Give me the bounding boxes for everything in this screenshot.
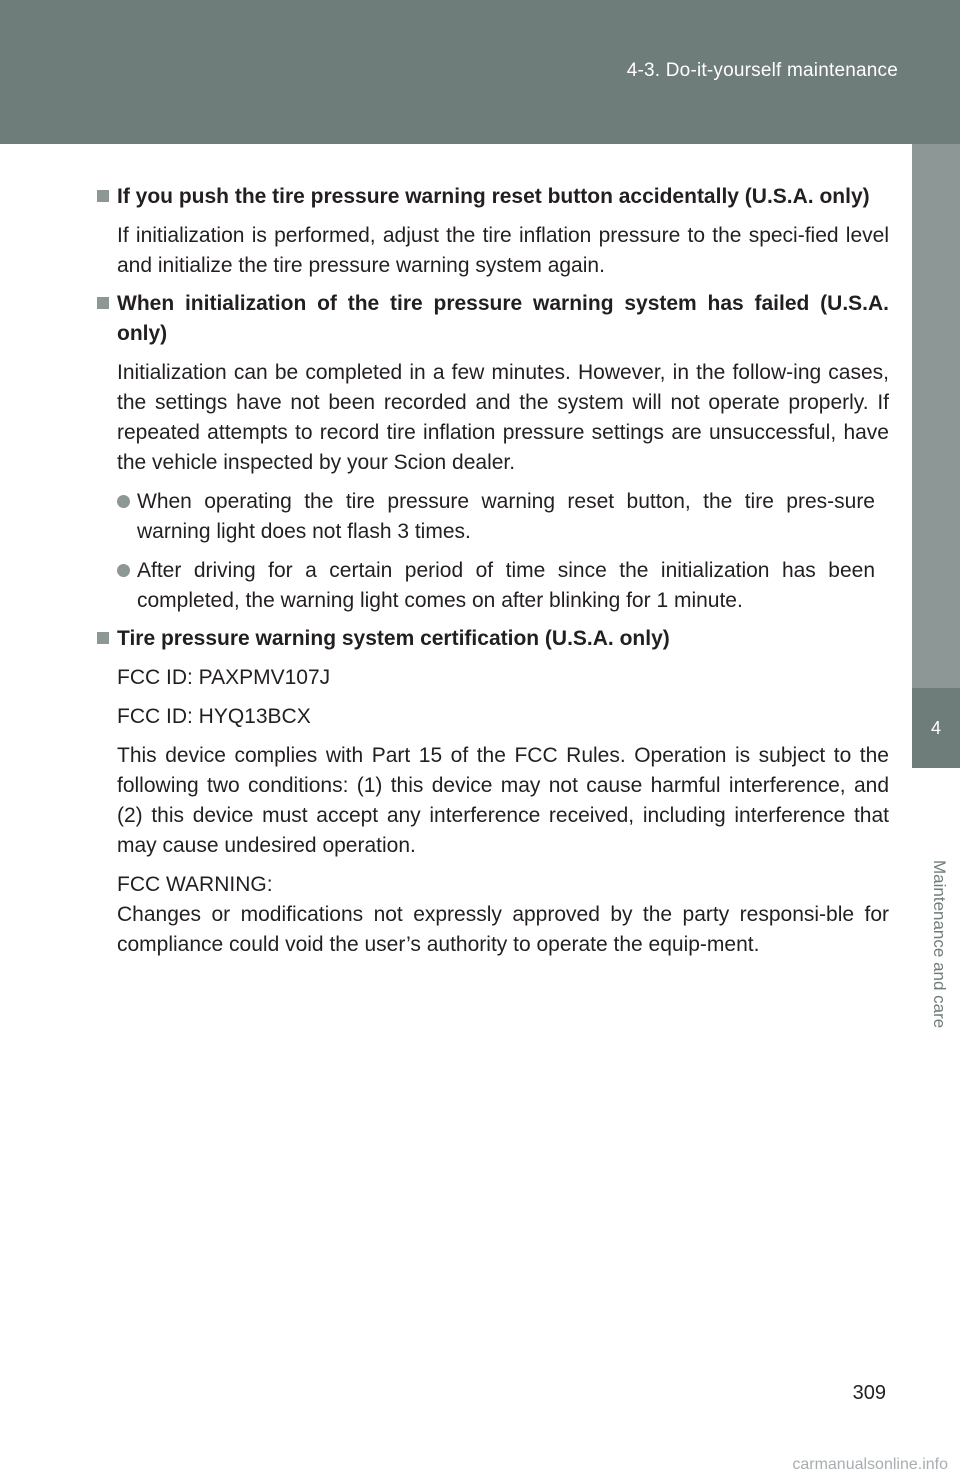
paragraph: If initialization is performed, adjust the tire inflation pressure to the speci-fied level and initialize the tire pressure warning system again. — [117, 224, 889, 277]
watermark: carmanualsonline.info — [792, 1456, 948, 1473]
list-item-text: After driving for a certain period of time since the initialization has been completed, the warning light comes on after blinking for 1 minute. — [137, 559, 875, 612]
section-certification — [97, 624, 889, 960]
paragraph: Initialization can be completed in a few minutes. However, in the follow-ing cases, the settings have not been recorded and the system will not operate properly. If repeated attempts to record tire inflation pressure settings are unsuccessful, have the vehicle inspected by your Scion dealer. — [117, 361, 889, 474]
paragraph: This device complies with Part 15 of the FCC Rules. Operation is subject to the following two conditions: (1) this device may not cause harmful interference, and (2) this device must accept any interference received, including interference that may cause undesired operation. — [117, 744, 889, 857]
section-heading-text: Tire pressure warning system certification (U.S.A. only) — [117, 627, 670, 650]
list-item — [97, 487, 875, 547]
section-title: 4-3. Do-it-yourself maintenance — [626, 60, 898, 81]
section-heading — [97, 182, 889, 212]
list-item-text: When operating the tire pressure warning reset button, the tire pres-sure warning light does not flash 3 times. — [137, 490, 875, 543]
fcc-warning-text: Changes or modifications not expressly approved by the party responsi-ble for compliance could void the user’s authority to operate the equip-ment. — [117, 903, 889, 956]
fcc-warning — [97, 870, 889, 960]
fcc-id-line: FCC ID: HYQ13BCX — [117, 705, 311, 728]
section-heading-text: When initialization of the tire pressure warning system has failed (U.S.A. only) — [117, 292, 889, 345]
chapter-number-tab[interactable]: 4 — [912, 688, 960, 768]
section-initialization-failed — [97, 289, 889, 616]
page-content — [97, 182, 889, 968]
round-bullet-icon — [117, 564, 130, 577]
section-heading-text: If you push the tire pressure warning reset button accidentally (U.S.A. only) — [117, 185, 870, 208]
fcc-warning-title: FCC WARNING: — [117, 873, 273, 896]
square-bullet-icon — [97, 632, 109, 644]
side-tab-strip — [912, 144, 960, 688]
list-item — [97, 556, 875, 616]
section-heading — [97, 289, 889, 349]
chapter-label: Maintenance and care — [930, 860, 949, 1029]
square-bullet-icon — [97, 297, 109, 309]
page-number: 309 — [852, 1382, 886, 1404]
square-bullet-icon — [97, 190, 109, 202]
fcc-id-line: FCC ID: PAXPMV107J — [117, 666, 331, 689]
section-reset-button — [97, 182, 889, 281]
round-bullet-icon — [117, 495, 130, 508]
section-heading — [97, 624, 889, 654]
